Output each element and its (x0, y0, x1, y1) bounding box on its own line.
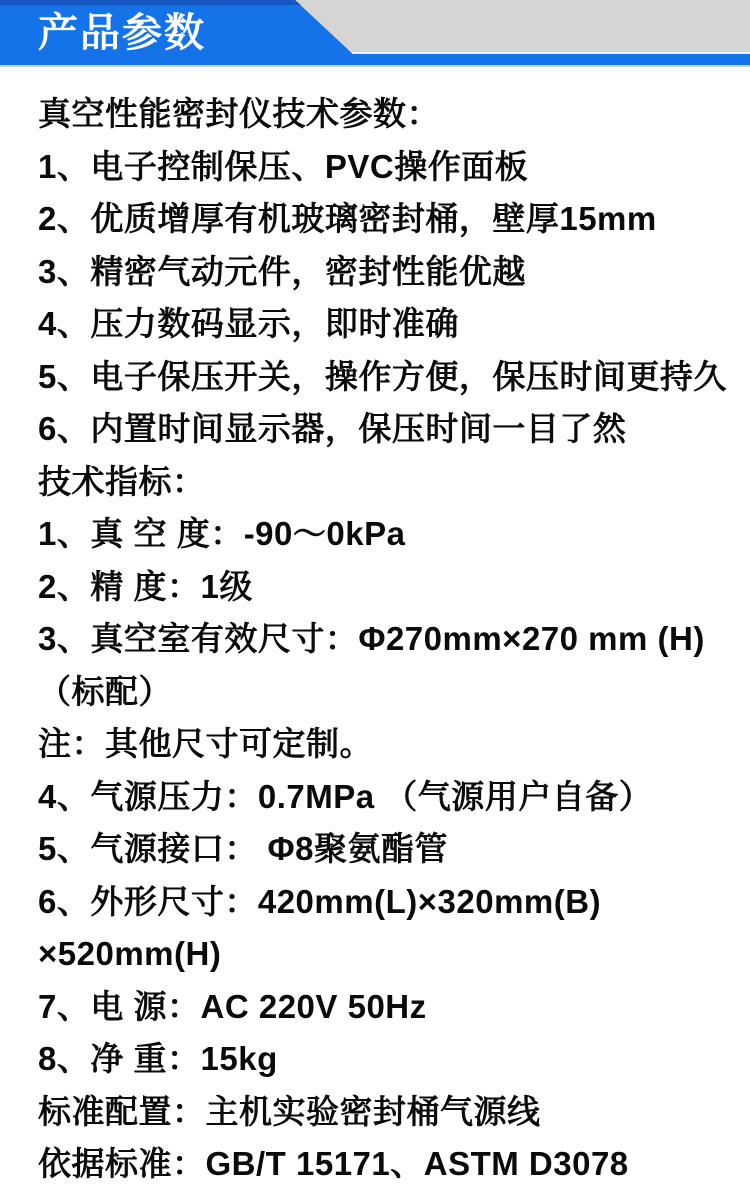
spec-line-power: 7、电 源：AC 220V 50Hz (38, 987, 427, 1025)
spec-content-area (0, 88, 750, 1191)
spec-line-dimensions: 6、外形尺寸：420mm(L)×320mm(B) (38, 882, 602, 920)
spec-line-chamber-size: 3、真空室有效尺寸：Φ270mm×270 mm (H) (38, 620, 705, 657)
header-dark-blue-edge (0, 0, 301, 5)
spec-line-feature-4: 4、压力数码显示，即时准确 (38, 305, 459, 342)
spec-line-tech-heading: 技术指标： (38, 462, 206, 500)
spec-line-standard-package: 标准配置：主机实验密封桶气源线 (38, 1092, 541, 1130)
spec-line-feature-5: 5、电子保压开关，操作方便，保压时间更持久 (38, 357, 727, 395)
spec-line-standards: 依据标准：GB/T 15171、ASTM D3078 (38, 1145, 629, 1182)
spec-line-feature-2: 2、优质增厚有机玻璃密封桶，壁厚15mm (38, 200, 657, 237)
spec-line-intro: 真空性能密封仪技术参数： (38, 95, 440, 132)
spec-line-dimensions-wrap: ×520mm(H) (38, 935, 222, 972)
section-title: 产品参数 (38, 11, 206, 55)
spec-line-custom-note: 注：其他尺寸可定制。 (38, 725, 373, 762)
spec-line-air-connector: 5、气源接口： Φ8聚氨酯管 (38, 830, 448, 867)
spec-line-accuracy: 2、精 度：1级 (38, 567, 253, 605)
header-bottom-line (0, 65, 750, 67)
header-banner (0, 0, 750, 68)
spec-line-vacuum-degree: 1、真 空 度：-90～0kPa (38, 515, 406, 552)
spec-line-feature-1: 1、电子控制保压、PVC操作面板 (38, 147, 529, 185)
spec-line-feature-3: 3、精密气动元件，密封性能优越 (38, 252, 526, 290)
spec-line-standard-config-note: （标配） (38, 672, 172, 710)
spec-line-air-pressure: 4、气源压力：0.7MPa （气源用户自备） (38, 777, 653, 815)
spec-line-weight: 8、净 重：15kg (38, 1040, 278, 1077)
spec-line-feature-6: 6、内置时间显示器，保压时间一目了然 (38, 410, 627, 447)
